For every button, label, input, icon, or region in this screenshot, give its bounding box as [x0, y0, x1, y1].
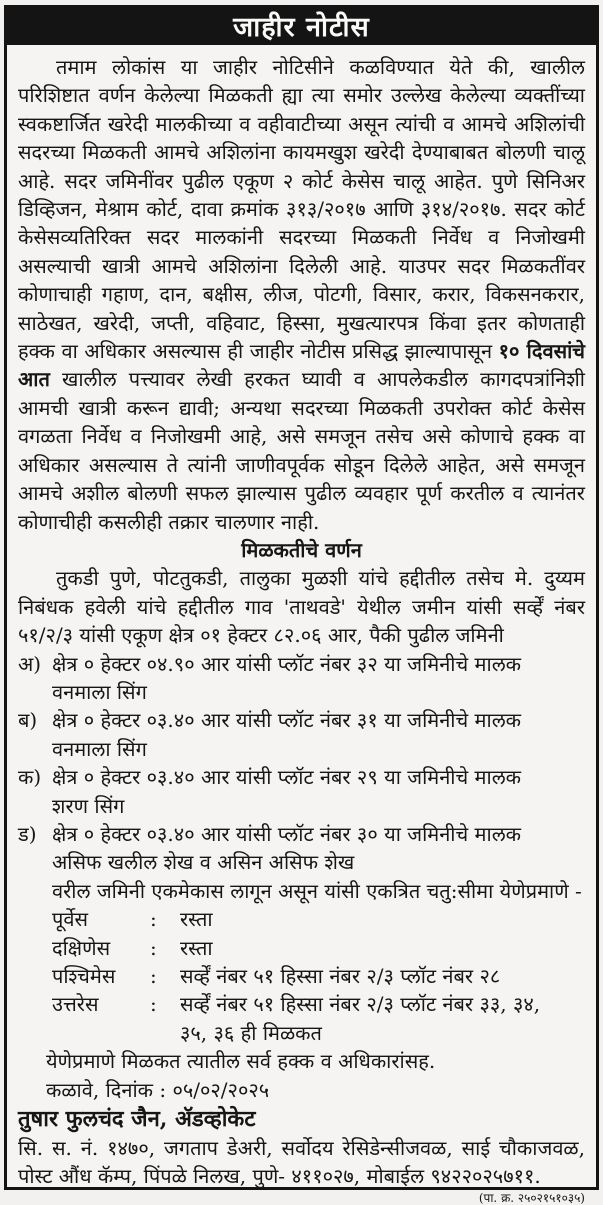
intro-deadline-bold: १० दिवसांचे आत [18, 339, 585, 392]
plot-text: क्षेत्र ० हेक्टर ०३.४० आर यांसी प्लॉट नंबर ३१ या जमिनीचे मालक वनमाला सिंग [52, 708, 522, 761]
boundary-separator: : [150, 992, 157, 1017]
notice-body [4, 45, 599, 1205]
boundary-separator: : [150, 964, 157, 988]
boundary-north [18, 990, 585, 1047]
boundary-direction: पूर्वेस [52, 907, 88, 932]
advocate-address: सि. स. नं. १४७०, जगताप डेअरी, सर्वोदय रेसिडेन्सीजवळ, साई चौकाजवळ, पोस्ट औंध कॅम्प, पिंपळे निलख, पुणे- ४११०२७, मोबाईल ९४२२०२५७११. [18, 1136, 585, 1189]
plot-label: ड) [18, 821, 37, 846]
boundary-separator: : [150, 935, 157, 960]
plot-text: क्षेत्र ० हेक्टर ०३.४० आर यांसी प्लॉट नंबर ३० या जमिनीचे मालक असिफ खलील शेख व असिन असिफ शेख [52, 821, 522, 875]
advocate-name: तुषार फुलचंद जैन, ॲडव्होकेट [18, 1106, 256, 1133]
boundary-direction: उत्तरेस [52, 992, 99, 1017]
notice-title-band [4, 5, 599, 45]
boundary-west [18, 962, 585, 990]
boundary-direction: दक्षिणेस [52, 935, 111, 960]
plot-item-k [18, 763, 585, 820]
boundary-value: सर्व्हें नंबर ५१ हिस्सा नंबर २/३ प्लॉट नंबर २८ [180, 964, 501, 988]
intro-text-part1: तमाम लोकांस या जाहीर नोटिसीने कळविण्यात येते की, खालील परिशिष्टात वर्णन केलेल्या मिळकती ह्या त्या समोर उल्लेख केलेल्या व्यक्तींच्या स्वकष्टार्जित खरेदी मालकीच्या व वहीवाटीच्या असून त्यांची व आमचे अशिलांची सदरच्या मिळकती आमचे अशिलांना कायमखुश खरेदी देण्याबाबत बोलणी चालू आहे. सदर जमिनींवर पुढील एकूण २ कोर्ट केसेस चालू आहेत. पुणे सिनिअर डिव्हिजन, मेश्राम कोर्ट, दावा क्रमांक ३१३/२०१७ आणि ३१४/२०१७. सदर कोर्ट केसेसव्यतिरिक्त सदर मालकांनी सदरच्या मिळकती निर्वेध व निजोखमी असल्याची खात्री आमचे अशिलांना दिलेली आहे. याउपर सदर मिळकतींवर कोणाचाही गहाण, दान, बक्षीस, लीज, पोटगी, विसार, करार, विकसनकरार, साठेखत, खरेदी, जप्ती, वहिवाट, हिस्सा, मुखत्यारपत्र किंवा इतर कोणताही हक्क वा अधिकार असल्यास ही जाहीर नोटीस प्रसिद्ध झाल्यापासून [18, 55, 585, 364]
boundary-value: रस्ता [180, 935, 213, 960]
plot-item-a [18, 650, 585, 707]
plot-text: क्षेत्र ० हेक्टर ०४.९० आर यांसी प्लॉट नंबर ३२ या जमिनीचे मालक वनमाला सिंग [52, 651, 522, 704]
reference-number: (पा. क्र. २५०२१५१०३५) [478, 1190, 585, 1205]
boundary-separator: : [150, 907, 157, 932]
property-description-intro: तुकडी पुणे, पोटतुकडी, तालुका मुळशी यांचे हद्दीतील तसेच मे. दुय्यम निबंधक हवेली यांचे हद्दीतील गाव 'ताथवडे' येथील जमीन यांसी सर्व्हें नंबर ५१/२/३ यांसी एकूण क्षेत्र ०१ हेक्टर ८२.०६ आर, पैकी पुढील जमिनी [18, 566, 585, 648]
boundary-east [18, 905, 585, 933]
plot-label: अ) [18, 651, 42, 676]
closing-line: येणेप्रमाणे मिळकत त्यातील सर्व हक्क व अधिकारांसह. [46, 1049, 436, 1074]
plot-label: क) [18, 765, 42, 790]
property-description-heading: मिळकतीचे वर्णन [241, 537, 362, 562]
boundary-value: सर्व्हें नंबर ५१ हिस्सा नंबर २/३ प्लॉट नंबर ३३, ३४, ३५, ३६ ही मिळकत [180, 992, 541, 1045]
date-line: कळावे, दिनांक : ०५/०२/२०२५ [46, 1077, 270, 1102]
boundaries-intro: वरील जमिनी एकमेकास लागून असून यांसी एकत्रित चतु:सीमा येणेप्रमाणे - [52, 878, 582, 903]
boundary-direction: पश्चिमेस [52, 964, 116, 988]
intro-text-part2: खालील पत्त्यावर लेखी हरकत घ्यावी व आपलेकडील कागदपत्रांनिशी आमची खात्री करून द्यावी; अन्यथा सदरच्या मिळकती उपरोक्त कोर्ट केसेस वगळता निर्वेध व निजोखमी आहे, असे समजून तसेच असे कोणाचे हक्क वा अधिकार असल्यास ते त्यांनी जाणीवपूर्वक सोडून दिलेले आहेत, असे समजून आमचे अशील बोलणी सफल झाल्यास पुढील व्यवहार पूर्ण करतील व त्यानंतर कोणाचीही कसलीही तक्रार चालणार नाही. [18, 367, 585, 534]
boundary-south [18, 934, 585, 962]
plot-item-b [18, 706, 585, 763]
notice-title: जाहीर नोटीस [233, 11, 370, 43]
plot-label: ब) [18, 708, 38, 733]
plot-text: क्षेत्र ० हेक्टर ०३.४० आर यांसी प्लॉट नंबर २९ या जमिनीचे मालक शरण सिंग [52, 765, 522, 818]
boundary-value: रस्ता [180, 907, 213, 932]
notice-intro-paragraph [18, 53, 585, 536]
plot-item-d [18, 820, 585, 877]
